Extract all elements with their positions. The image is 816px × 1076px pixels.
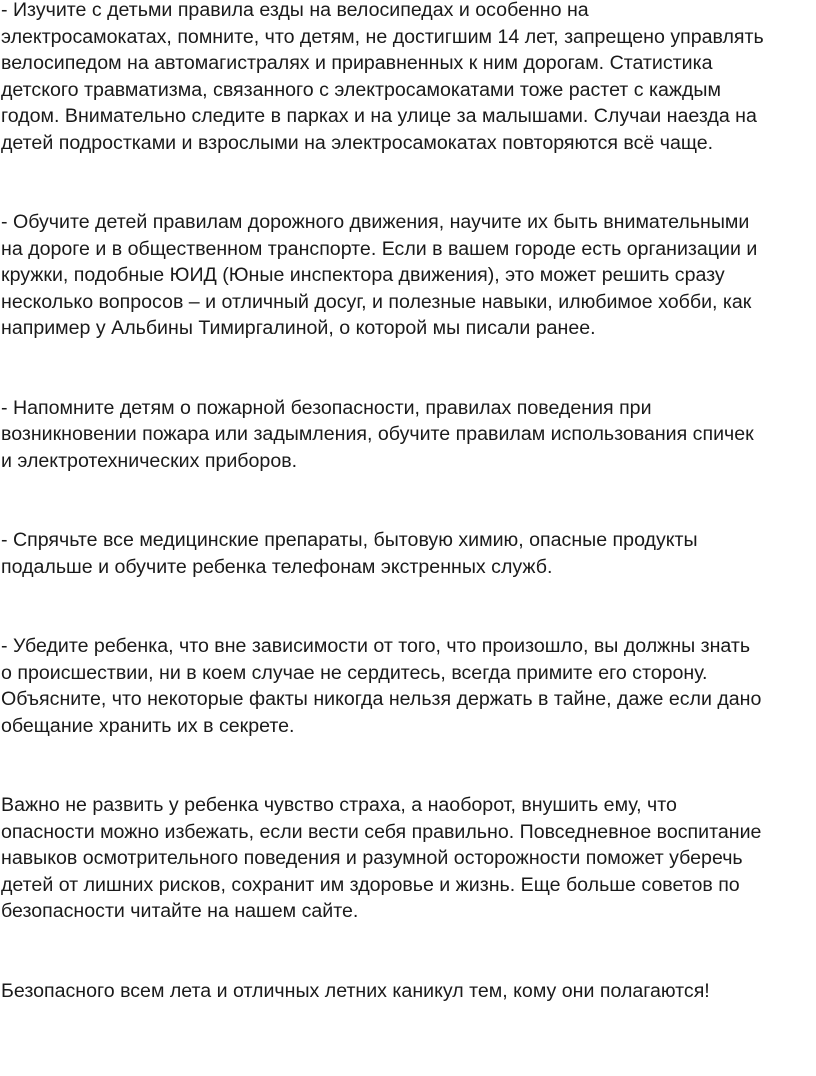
text-line: возникновении пожара или задымления, обучите правилам использования спичек (1, 423, 754, 445)
paragraph-cycling-safety (1, 0, 816, 156)
text-line: электросамокатах, помните, что детям, не достигшим 14 лет, запрещено управлять (1, 25, 764, 48)
text-line: годом. Внимательно следите в парках и на улице за малышами. Случаи наезда на (1, 105, 757, 127)
paragraph-traffic-rules (1, 209, 816, 342)
paragraph-spacer (1, 580, 816, 633)
paragraph-spacer (1, 925, 816, 978)
text-line: детского травматизма, связанного с электросамокатами тоже растет с каждым (1, 78, 721, 101)
paragraph-fire-safety (1, 395, 816, 475)
text-line: детей подростками и взрослыми на электросамокатах повторяются всё чаще. (1, 131, 714, 154)
text-line: - Спрячьте все медицинские препараты, бытовую химию, опасные продукты (1, 529, 698, 551)
text-line: кружки, подобные ЮИД (Юные инспектора движения), это может решить сразу (1, 264, 725, 286)
text-line: на дороге и в общественном транспорте. Если в вашем городе есть организации и (1, 237, 758, 260)
text-line: опасности можно избежать, если вести себя правильно. Повседневное воспитание (1, 820, 762, 843)
paragraph-spacer (1, 342, 816, 395)
text-line: безопасности читайте на нашем сайте. (1, 900, 359, 922)
text-line: навыков осмотрительного поведения и разумной осторожности поможет уберечь (1, 847, 743, 869)
text-line: подальше и обучите ребенка телефонам экстренных служб. (1, 555, 553, 578)
text-line: детей от лишних рисков, сохранит им здоровье и жизнь. Еще больше советов по (1, 873, 740, 896)
text-line: - Напомните детям о пожарной безопасности, правилах поведения при (1, 396, 652, 419)
text-line: - Изучите с детьми правила езды на велосипедах и особенно на (1, 0, 589, 21)
text-line: Объясните, что некоторые факты никогда нельзя держать в тайне, даже если дано (1, 688, 762, 710)
text-line: обещание хранить их в секрете. (1, 714, 295, 737)
text-line: например у Альбины Тимиргалиной, о которой мы писали ранее. (1, 317, 596, 339)
text-line: о происшествии, ни в коем случае не сердитесь, всегда примите его сторону. (1, 661, 708, 684)
paragraph-medicine-storage (1, 527, 816, 580)
paragraph-conclusion (1, 792, 816, 925)
paragraph-closing-wish (1, 978, 816, 1005)
paragraph-spacer (1, 739, 816, 792)
document-page (1, 0, 816, 1004)
paragraph-spacer (1, 156, 816, 209)
text-line: - Убедите ребенка, что вне зависимости от того, что произошло, вы должны знать (1, 635, 751, 657)
text-line: несколько вопросов – и отличный досуг, и полезные навыки, илюбимое хобби, как (1, 290, 752, 313)
text-line: Безопасного всем лета и отличных летних каникул тем, кому они полагаются! (1, 979, 710, 1002)
text-line: велосипедом на автомагистралях и приравненных к ним дорогам. Статистика (1, 52, 713, 74)
text-line: и электротехнических приборов. (1, 449, 298, 472)
text-line: - Обучите детей правилам дорожного движения, научите их быть внимательными (1, 211, 750, 233)
paragraph-spacer (1, 474, 816, 527)
paragraph-trust (1, 633, 816, 739)
text-line: Важно не развить у ребенка чувство страха, а наоборот, внушить ему, что (1, 794, 677, 816)
